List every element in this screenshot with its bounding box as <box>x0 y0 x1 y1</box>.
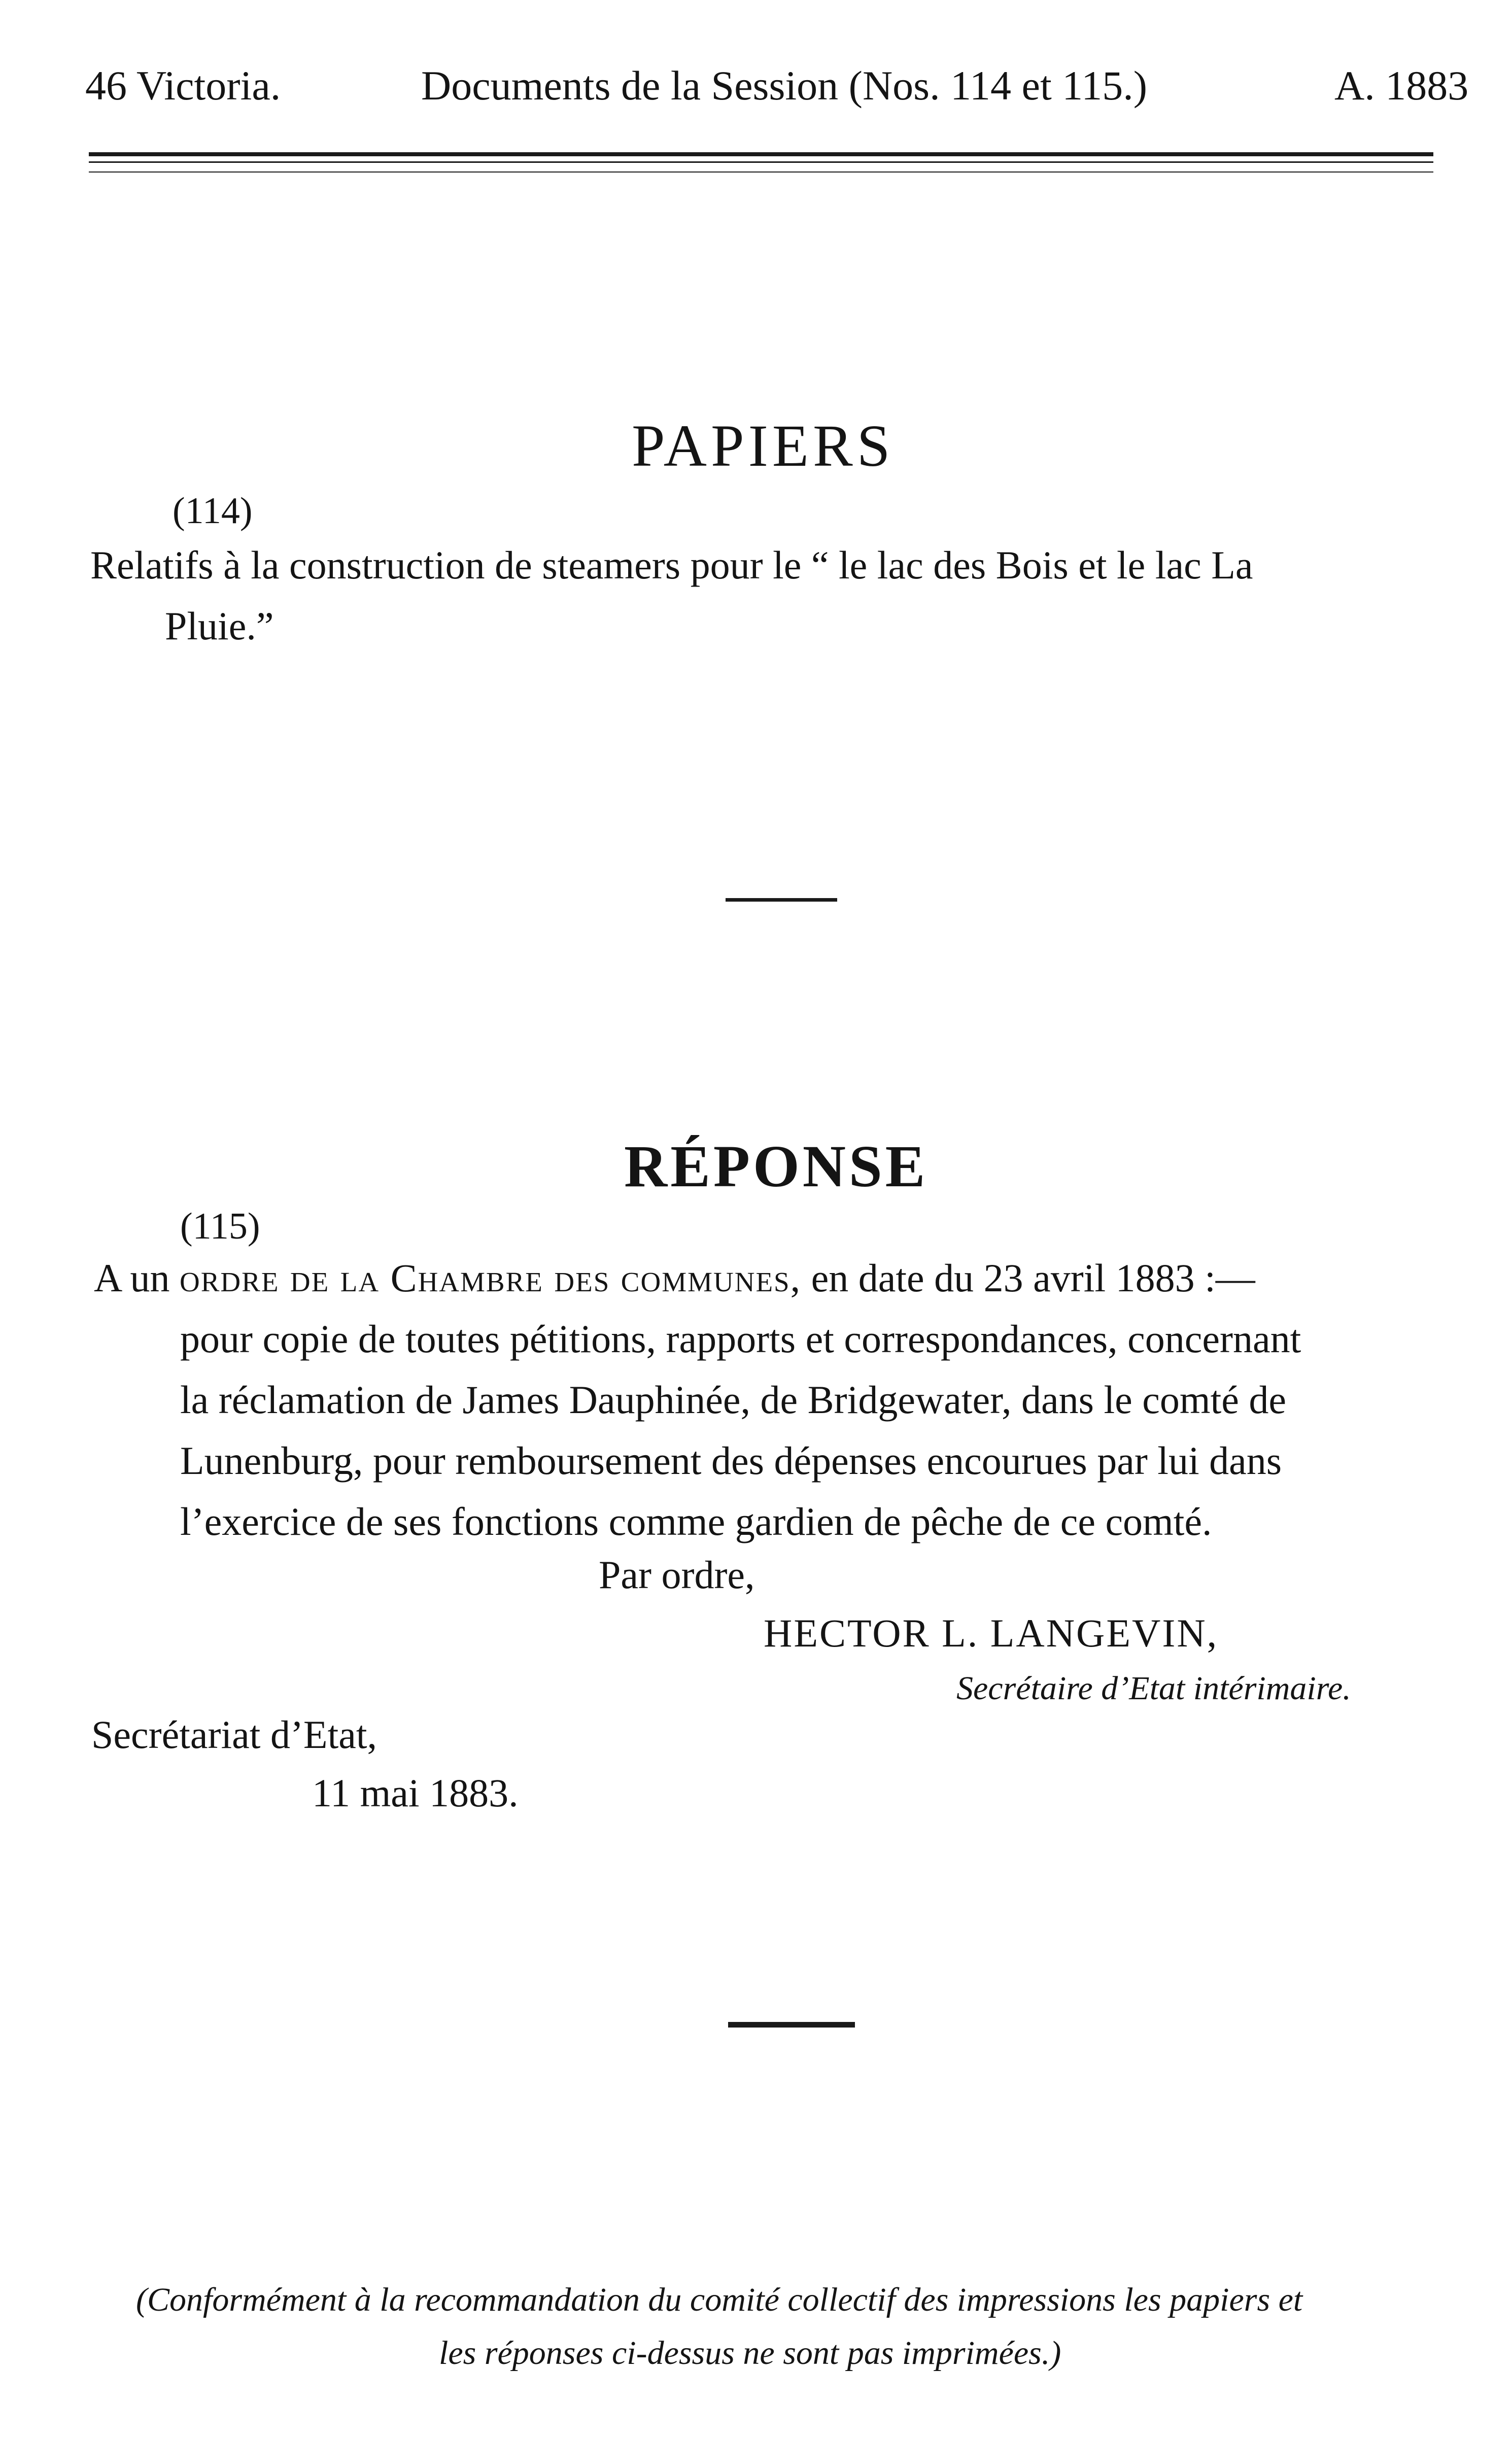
footnote-line-1: (Conformément à la recommandation du comité collectif des impressions les papiers et <box>136 2281 1303 2318</box>
header-session-year: 46 Victoria. <box>85 62 281 109</box>
papiers-number: (114) <box>173 490 253 532</box>
papiers-text-line-2: Pluie.” <box>165 604 274 648</box>
closing-separator <box>728 2022 855 2028</box>
header-rule-thin <box>89 161 1433 163</box>
reponse-line1-start: A un <box>94 1256 170 1300</box>
reponse-order-source: ordre de la Chambre des communes, <box>180 1256 802 1300</box>
header-year: A. 1883 <box>1334 62 1469 109</box>
section-separator <box>726 898 837 902</box>
papiers-heading: PAPIERS <box>632 413 895 479</box>
issue-date: 11 mai 1883. <box>312 1771 519 1815</box>
reponse-heading: RÉPONSE <box>624 1133 929 1199</box>
signatory-name: HECTOR L. LANGEVIN, <box>764 1611 1219 1655</box>
header-rule-thin-lower <box>89 171 1433 173</box>
reponse-text-line-4: Lunenburg, pour remboursement des dépenses encourues par lui dans <box>180 1438 1282 1483</box>
par-ordre: Par ordre, <box>599 1553 755 1597</box>
reponse-text-line-3: la réclamation de James Dauphinée, de Bridgewater, dans le comté de <box>180 1378 1287 1422</box>
footnote-line-2: les réponses ci-dessus ne sont pas imprimées.) <box>439 2334 1061 2372</box>
papiers-text-line-1: Relatifs à la construction de steamers pour le “ le lac des Bois et le lac La <box>90 543 1253 587</box>
header-rule-thick <box>89 152 1433 156</box>
issuing-office: Secrétariat d’Etat, <box>91 1712 377 1757</box>
reponse-text-line-5: l’exercice de ses fonctions comme gardien de pêche de ce comté. <box>180 1499 1212 1543</box>
reponse-number: (115) <box>180 1206 260 1247</box>
reponse-line1-end: en date du 23 avril 1883 :— <box>811 1256 1255 1300</box>
reponse-text-line-1 <box>94 1258 1255 1298</box>
signatory-title: Secrétaire d’Etat intérimaire. <box>956 1670 1351 1707</box>
header-document-title: Documents de la Session (Nos. 114 et 115.) <box>421 62 1147 109</box>
reponse-text-line-2: pour copie de toutes pétitions, rapports et correspondances, concernant <box>180 1317 1301 1361</box>
